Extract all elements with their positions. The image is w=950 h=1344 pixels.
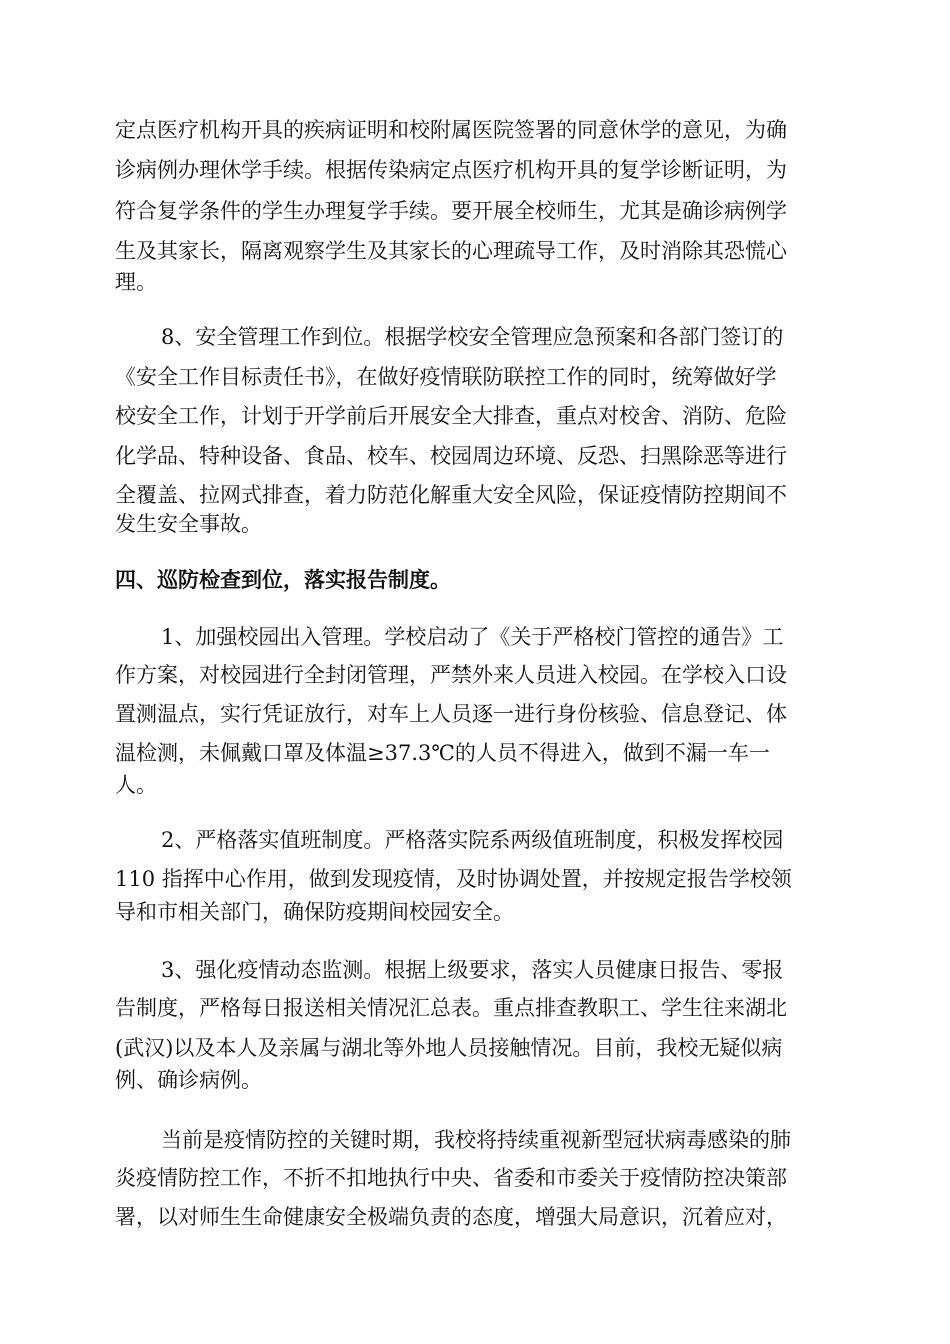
- item-8-line: 发生安全事故。: [115, 512, 262, 536]
- item-2-line: 导和市相关部门，确保防疫期间校园安全。: [115, 900, 514, 924]
- item-3-line: 例、确诊病例。: [115, 1068, 262, 1092]
- paragraph-line: 生及其家长，隔离观察学生及其家长的心理疏导工作，及时消除其恐慌心: [115, 239, 787, 263]
- item-8-line: 8、安全管理工作到位。根据学校安全管理应急预案和各部门签订的: [161, 325, 784, 349]
- item-2-line: 110 指挥中心作用，做到发现疫情，及时协调处置，并按规定报告学校领: [115, 867, 792, 891]
- item-8-line: 《安全工作目标责任书》，在做好疫情联防联控工作的同时，统筹做好学: [115, 365, 777, 389]
- item-1-line: 1、加强校园出入管理。学校启动了《关于严格校门管控的通告》工: [161, 625, 784, 649]
- item-8-line: 全覆盖、拉网式排查，着力防范化解重大安全风险，保证疫情防控期间不: [115, 483, 787, 507]
- item-1-line: 作方案，对校园进行全封闭管理，严禁外来人员进入校园。在学校入口设: [115, 663, 787, 687]
- item-1-line: 人。: [115, 773, 157, 797]
- closing-line: 当前是疫情防控的关键时期，我校将持续重视新型冠状病毒感染的肺: [161, 1128, 791, 1152]
- paragraph-line: 符合复学条件的学生办理复学手续。要开展全校师生，尤其是确诊病例学: [115, 199, 787, 223]
- section-heading: 四、巡防检查到位，落实报告制度。: [115, 567, 451, 592]
- paragraph-line: 理。: [115, 270, 157, 294]
- item-1-line: 温检测，未佩戴口罩及体温≥37.3℃的人员不得进入，做到不漏一车一: [115, 741, 770, 765]
- item-2-line: 2、严格落实值班制度。严格落实院系两级值班制度，积极发挥校园: [161, 828, 784, 852]
- closing-line: 炎疫情防控工作，不折不扣地执行中央、省委和市委关于疫情防控决策部: [115, 1166, 787, 1190]
- item-8-line: 校安全工作，计划于开学前后开展安全大排查，重点对校舍、消防、危险: [115, 404, 787, 428]
- item-3-line: 告制度，严格每日报送相关情况汇总表。重点排查教职工、学生往来湖北: [115, 996, 787, 1020]
- closing-line: 署，以对师生生命健康安全极端负责的态度，增强大局意识，沉着应对，: [115, 1205, 787, 1229]
- item-3-line: 3、强化疫情动态监测。根据上级要求，落实人员健康日报告、零报: [161, 958, 784, 982]
- paragraph-line: 定点医疗机构开具的疾病证明和校附属医院签署的同意休学的意见，为确: [115, 118, 787, 142]
- item-1-line: 置测温点，实行凭证放行，对车上人员逐一进行身份核验、信息登记、体: [115, 702, 787, 726]
- paragraph-line: 诊病例办理休学手续。根据传染病定点医疗机构开具的复学诊断证明，为: [115, 158, 787, 182]
- item-8-line: 化学品、特种设备、食品、校车、校园周边环境、反恐、扫黑除恶等进行: [115, 444, 787, 468]
- item-3-line: (武汉)以及本人及亲属与湖北等外地人员接触情况。目前，我校无疑似病: [115, 1036, 783, 1060]
